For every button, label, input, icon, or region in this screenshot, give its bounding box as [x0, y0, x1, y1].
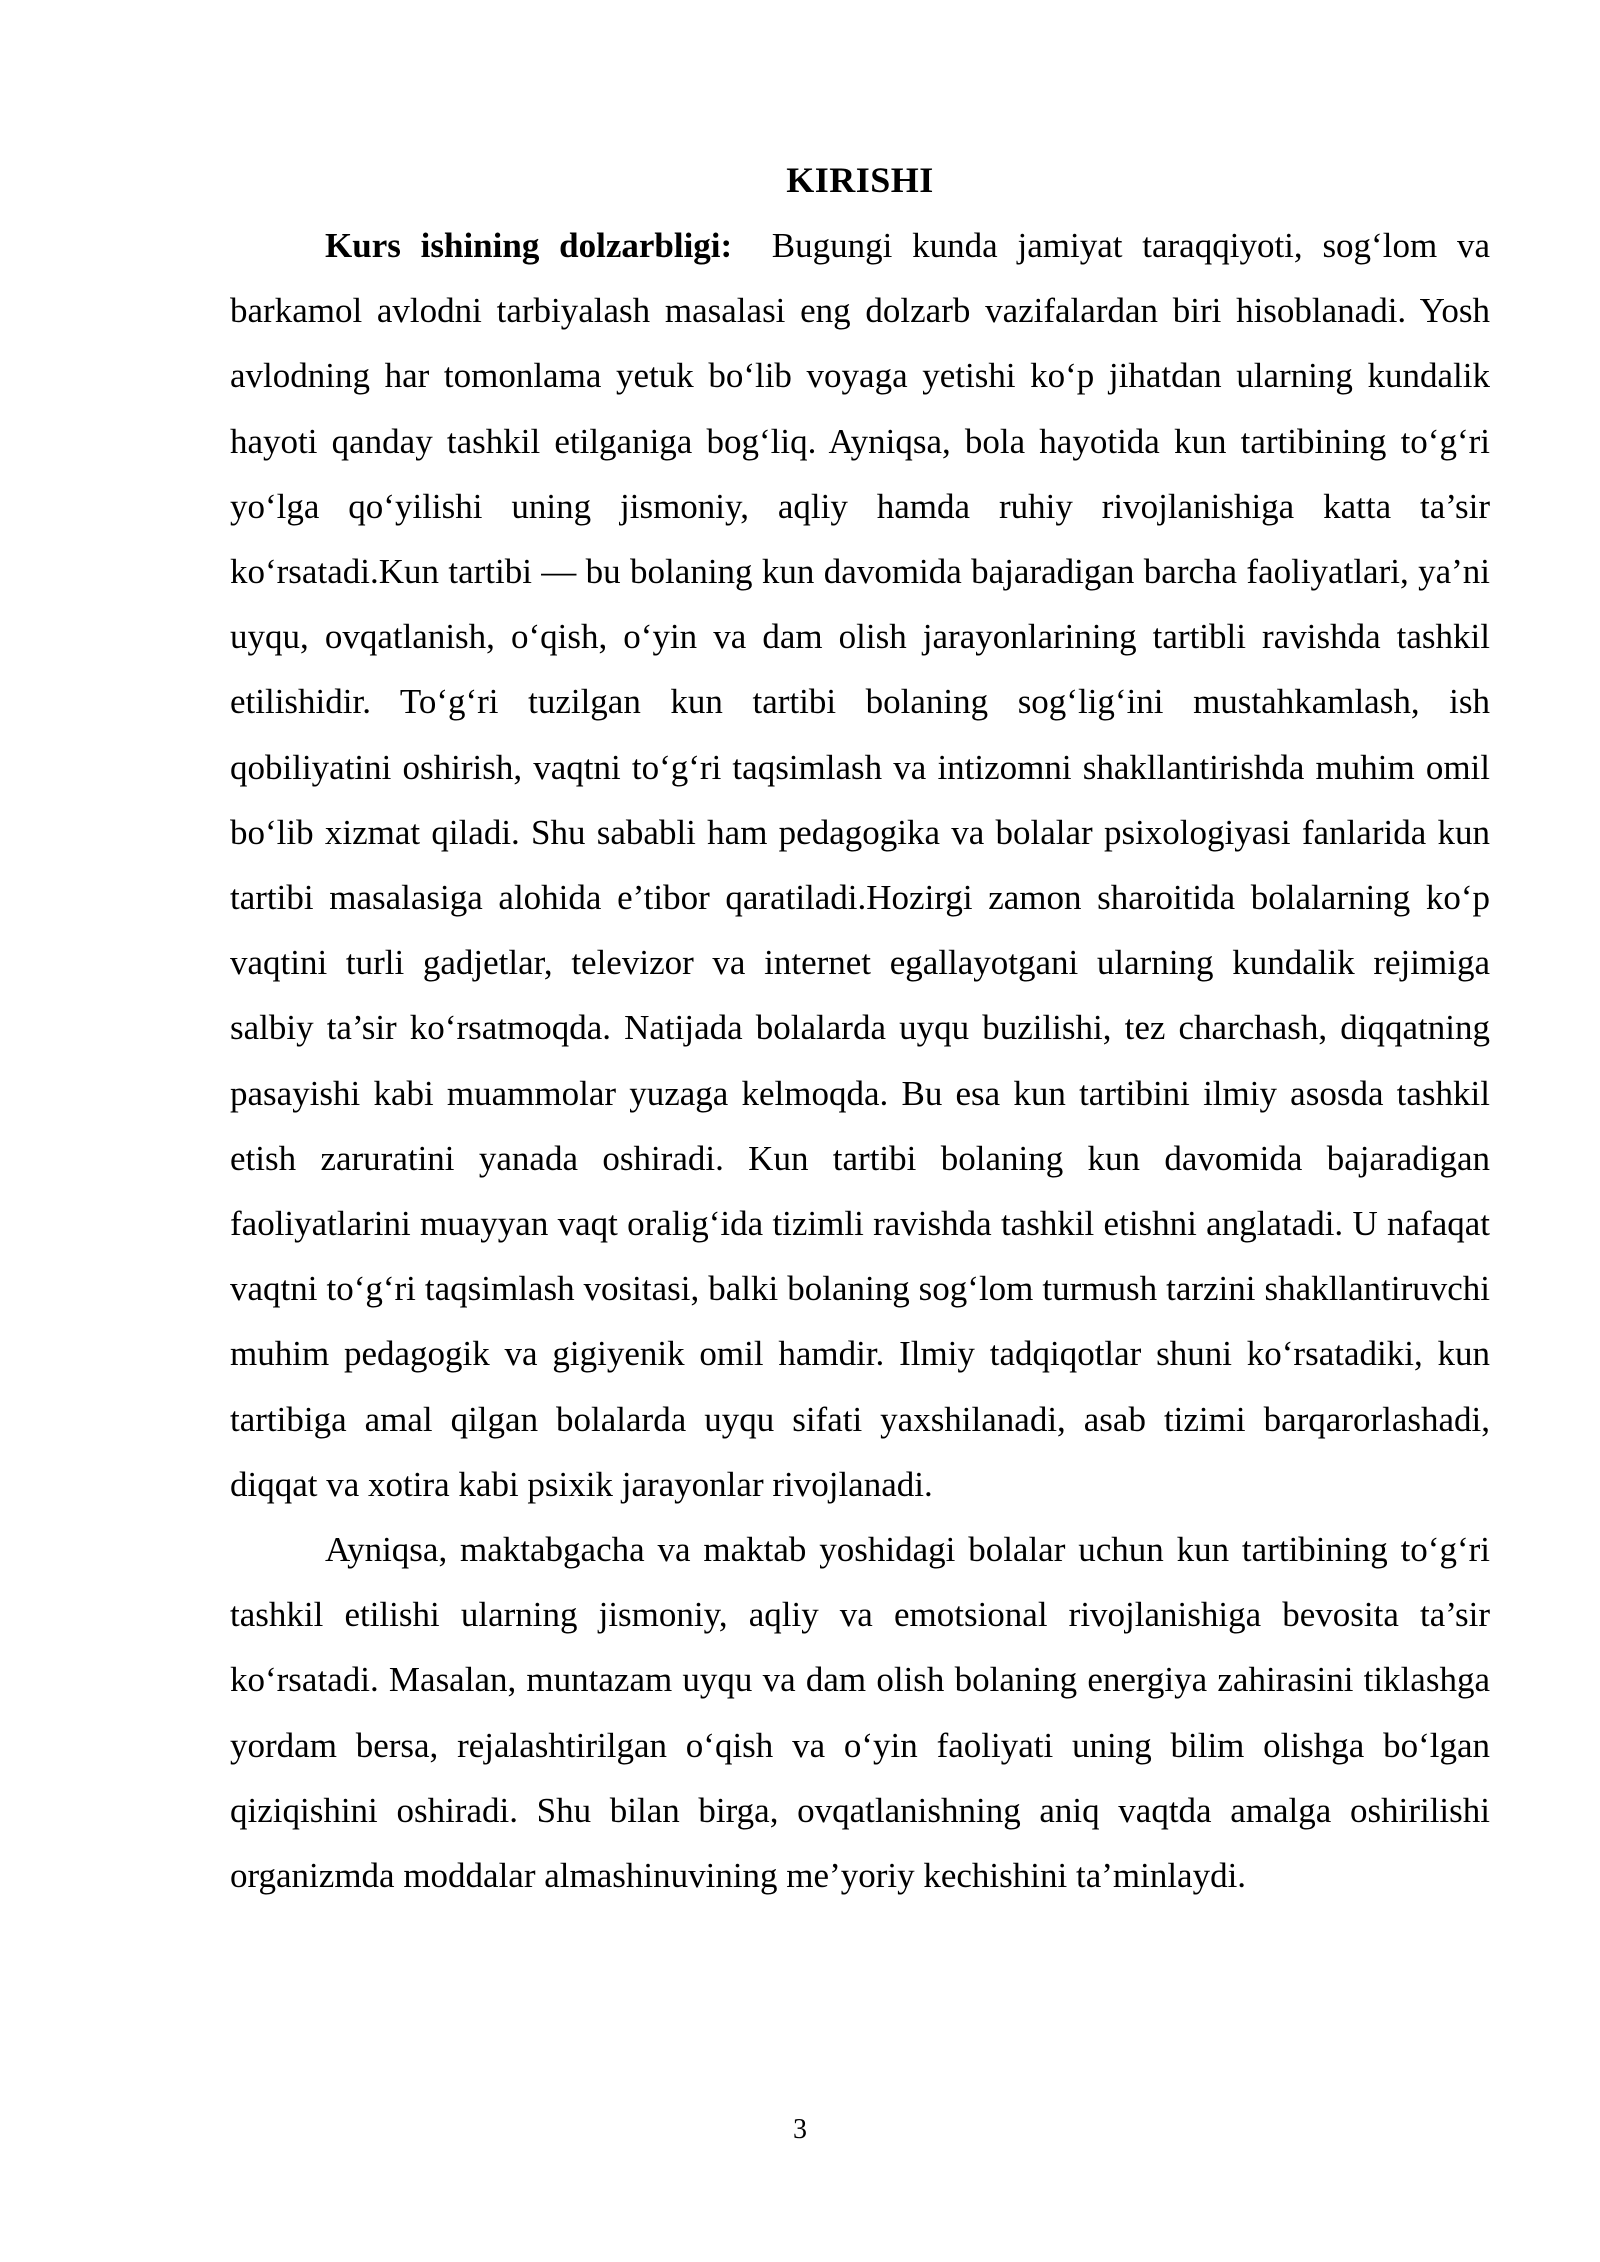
- page-content: [230, 148, 1490, 1908]
- paragraph-preschool: [230, 1517, 1490, 1908]
- page-number: 3: [793, 2114, 807, 2145]
- paragraph-text: Ayniqsa, maktabgacha va maktab yoshidagi bolalar uchun kun tartibining to‘g‘ri tashkil etilishi ularning jismoniy, aqliy va emotsional rivojlanishiga bevosita ta’sir ko‘rsatadi. Masalan, muntazam uyqu va dam olish bolaning energiya zahirasini tiklashga yordam bersa, rejalashtirilgan o‘qish va o‘yin faoliyati uning bilim olishga bo‘lgan qiziqishini oshiradi. Shu bilan birga, ovqatlanishning aniq vaqtda amalga oshirilishi organizmda moddalar almashinuvining me’yoriy kechishini ta’minlaydi.: [230, 1530, 1490, 1896]
- section-title: KIRISHI: [786, 160, 934, 200]
- paragraph-text: Bugungi kunda jamiyat taraqqiyoti, sog‘lom va barkamol avlodni tarbiyalash masalasi eng dolzarb vazifalardan biri hisoblanadi. Yosh avlodning har tomonlama yetuk bo‘lib voyaga yetishi ko‘p jihatdan ularning kundalik hayoti qanday tashkil etilganiga bog‘liq. Ayniqsa, bola hayotida kun tartibining to‘g‘ri yo‘lga qo‘yilishi uning jismoniy, aqliy hamda ruhiy rivojlanishiga katta ta’sir ko‘rsatadi.Kun tartibi — bu bolaning kun davomida bajaradigan barcha faoliyatlari, ya’ni uyqu, ovqatlanish, o‘qish, o‘yin va dam olish jarayonlarining tartibli ravishda tashkil etilishidir. To‘g‘ri tuzilgan kun tartibi bolaning sog‘lig‘ini mustahkamlash, ish qobiliyatini oshirish, vaqtni to‘g‘ri taqsimlash va intizomni shakllantirishda muhim omil bo‘lib xizmat qiladi. Shu sababli ham pedagogika va bolalar psixologiyasi fanlarida kun tartibi masalasiga alohida e’tibor qaratiladi.Hozirgi zamon sharoitida bolalarning ko‘p vaqtini turli gadjetlar, televizor va internet egallayotgani ularning kundalik rejimiga salbiy ta’sir ko‘rsatmoqda. Natijada bolalarda uyqu buzilishi, tez charchash, diqqatning pasayishi kabi muammolar yuzaga kelmoqda. Bu esa kun tartibini ilmiy asosda tashkil etish zaruratini yanada oshiradi. Kun tartibi bolaning kun davomida bajaradigan faoliyatlarini muayyan vaqt oralig‘ida tizimli ravishda tashkil etishni anglatadi. U nafaqat vaqtni to‘g‘ri taqsimlash vositasi, balki bolaning sog‘lom turmush tarzini shakllantiruvchi muhim pedagogik va gigiyenik omil hamdir. Ilmiy tadqiqotlar shuni ko‘rsatadiki, kun tartibiga amal qilgan bolalarda uyqu sifati yaxshilanadi, asab tizimi barqarorlashadi, diqqat va xotira kabi psixik jarayonlar rivojlanadi.: [230, 226, 1490, 1504]
- paragraph-lead: Kurs ishining dolzarbligi:: [325, 226, 733, 265]
- paragraph-relevance: [230, 213, 1490, 1517]
